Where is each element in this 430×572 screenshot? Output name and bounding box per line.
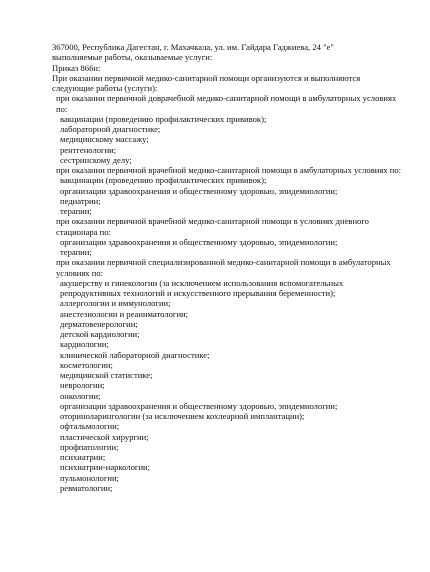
list-item: терапии; xyxy=(60,206,92,216)
section-3-title: при оказании первичной врачебной медико-санитарной помощи в условиях дневного стационара по: xyxy=(56,216,369,237)
list-item: психиатрии-наркологии; xyxy=(60,462,151,473)
list-item: дерматовенерологии; xyxy=(60,318,138,329)
list-item: пластической хирургии; xyxy=(60,431,149,442)
list-item: онкологии; xyxy=(60,390,101,401)
section-1-list xyxy=(52,114,404,165)
list-item: аллергологии и иммунологии; xyxy=(60,298,171,309)
list-item: медицинской статистике; xyxy=(60,370,153,380)
section-4-title: при оказании первичной специализированной медико-санитарной помощи в амбулаторных условиях по: xyxy=(56,257,391,278)
list-item: профпатологии; xyxy=(60,441,119,452)
intro-paragraph: При оказании первичной медико-санитарной помощи организуются и выполняются следующие работы (услуги): xyxy=(52,72,361,93)
list-item: организации здравоохранения и общественному здоровью, эпидемиологии; xyxy=(60,236,338,247)
section-3-list xyxy=(52,237,404,258)
section-4-lead: акушерству и гинекологии (за исключением использования вспомогательных репродуктивных технологий и искусственного прерывания беременности); xyxy=(60,277,344,298)
list-item: сестринскому делу; xyxy=(60,154,132,165)
list-item: детской кардиологии; xyxy=(60,329,140,339)
list-item: пульмонологии; xyxy=(60,472,119,483)
list-item: офтальмологии; xyxy=(60,421,120,432)
section-2-title: при оказании первичной врачебной медико-санитарной помощи в амбулаторных условиях по: xyxy=(56,165,402,175)
list-item: медицинскому массажу; xyxy=(60,134,149,145)
list-item: косметологии; xyxy=(60,359,113,370)
section-2-list xyxy=(52,175,404,216)
list-item: организации здравоохранения и общественному здоровью, эпидемиологии; xyxy=(60,400,338,411)
list-item: психиатрии; xyxy=(60,452,106,462)
section-1-title: при оказании первичной доврачебной медико-санитарной помощи в амбулаторных условиях по: xyxy=(56,93,397,114)
works-caption: выполняемые работы, оказываемые услуги: xyxy=(52,52,213,63)
list-item: ревматологии; xyxy=(60,482,113,493)
address-line: 367000, Республика Дагестан, г. Махачкала, ул. им. Гайдара Гаджиева, 24 "е" xyxy=(52,42,334,52)
order-line: Приказ 866н: xyxy=(52,62,101,73)
list-item: педиатрии; xyxy=(60,195,101,206)
list-item: клинической лабораторной диагностике; xyxy=(60,349,210,360)
list-item: оториноларингологии (за исключением кохлеарной имплантации); xyxy=(60,411,305,421)
list-item: анестезиологии и реаниматологии; xyxy=(60,308,189,319)
list-item: вакцинации (проведению профилактических прививок); xyxy=(60,175,267,186)
list-item: неврологии; xyxy=(60,380,105,391)
list-item: лабораторной диагностике; xyxy=(60,124,161,134)
list-item: вакцинации (проведению профилактических прививок); xyxy=(60,113,267,124)
list-item: терапии; xyxy=(60,247,92,257)
section-4-list xyxy=(52,298,404,493)
list-item: организации здравоохранения и общественному здоровью, эпидемиологии; xyxy=(60,185,338,196)
list-item: кардиологии; xyxy=(60,339,109,350)
list-item: рентгенологии; xyxy=(60,144,117,155)
